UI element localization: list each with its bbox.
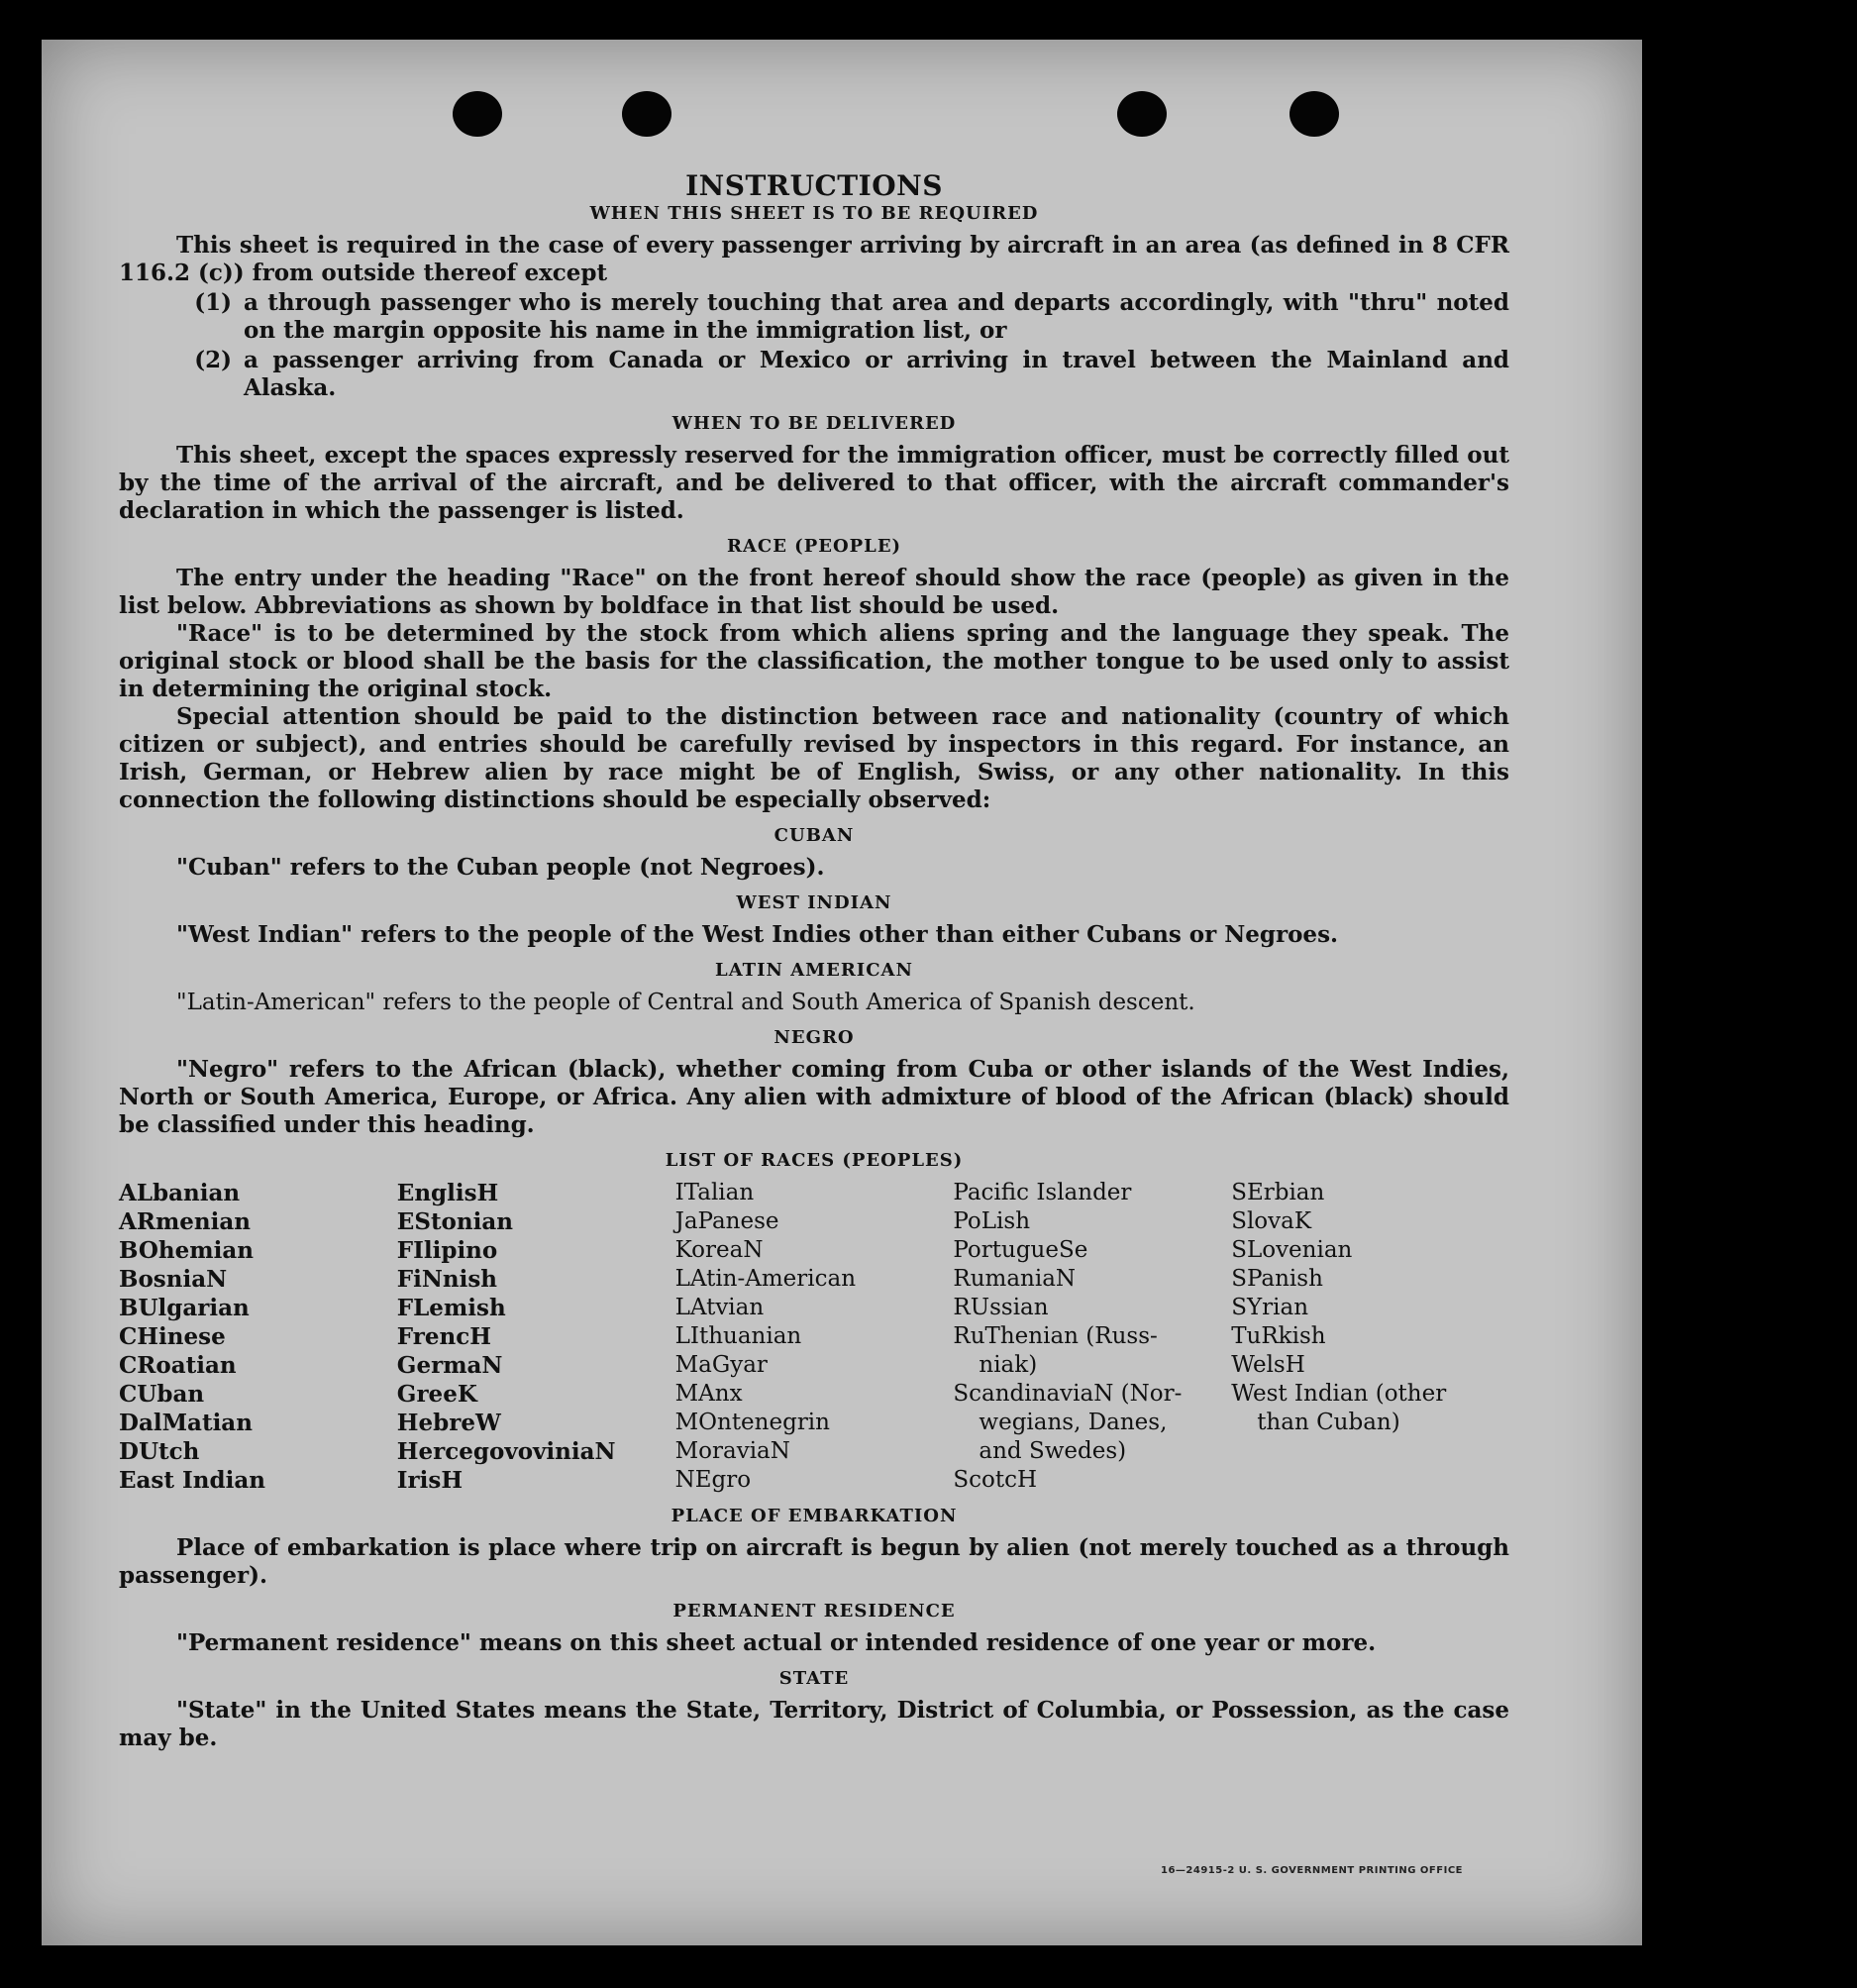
- race-entry: than Cuban): [1257, 1410, 1400, 1435]
- list-item: [119, 347, 1509, 402]
- race-entry: ALbanian: [119, 1180, 241, 1206]
- race-entry: Pacific Islander: [953, 1180, 1132, 1205]
- race-entry: FiNnish: [396, 1266, 498, 1293]
- instructions-body: [119, 168, 1509, 1752]
- races-column: [397, 1179, 675, 1495]
- punch-hole: [1117, 91, 1167, 137]
- race-entry: GermaN: [396, 1352, 503, 1379]
- race-entry: MoraviaN: [674, 1438, 790, 1464]
- race-entry: ScandinaviaN (Nor-: [953, 1381, 1183, 1407]
- item-number: (2): [194, 347, 232, 373]
- race-entry: MAnx: [674, 1381, 743, 1407]
- race-entry: CRoatian: [119, 1352, 237, 1379]
- section-paragraph: "Cuban" refers to the Cuban people (not Negroes).: [176, 854, 825, 881]
- races-list-heading: LIST OF RACES (PEOPLES): [665, 1150, 964, 1171]
- punch-hole: [453, 91, 502, 137]
- race-entry: BUlgarian: [119, 1295, 250, 1321]
- race-entry: ScotcH: [953, 1467, 1038, 1493]
- races-column: [1231, 1179, 1509, 1495]
- race-entry: CUban: [119, 1381, 205, 1408]
- section-paragraph: "Permanent residence" means on this sheet actual or intended residence of one year or more.: [176, 1629, 1377, 1656]
- race-entry: WelsH: [1231, 1352, 1305, 1378]
- race-entry: IrisH: [396, 1467, 464, 1494]
- race-entry: East Indian: [119, 1467, 265, 1494]
- punch-hole: [622, 91, 671, 137]
- race-entry: ITalian: [674, 1180, 755, 1205]
- race-entry: RUssian: [953, 1295, 1049, 1320]
- race-entry: NEgro: [674, 1467, 752, 1493]
- race-entry: SErbian: [1231, 1180, 1325, 1205]
- race-entry: FIlipino: [396, 1237, 498, 1264]
- races-list: [119, 1179, 1509, 1495]
- section-paragraph: "Race" is to be determined by the stock from which aliens spring and the language they speak. The original stock or blood shall be the basis for the classification, the mother tongue to be used only to assist in determining the original stock.: [119, 620, 1509, 702]
- race-entry: SYrian: [1231, 1295, 1309, 1320]
- race-entry: MaGyar: [674, 1352, 768, 1378]
- section-paragraph: This sheet, except the spaces expressly reserved for the immigration officer, must be correctly filled out by the time of the arrival of the aircraft, and be delivered to that officer, with the aircraft commander's declaration in which the passenger is listed.: [119, 442, 1509, 524]
- race-entry: EStonian: [396, 1208, 513, 1235]
- section-heading: PLACE OF EMBARKATION: [671, 1506, 958, 1526]
- race-entry: HercegovoviniaN: [396, 1438, 616, 1465]
- section-paragraph: Place of embarkation is place where trip on aircraft is begun by alien (not merely touched as a through passenger).: [119, 1534, 1509, 1589]
- section-heading: LATIN AMERICAN: [715, 960, 913, 981]
- race-entry: TuRkish: [1231, 1323, 1326, 1349]
- races-column: [675, 1179, 954, 1495]
- race-entry: RuThenian (Russ-: [953, 1323, 1158, 1349]
- race-entry: JaPanese: [674, 1208, 779, 1234]
- race-entry: LIthuanian: [674, 1323, 802, 1349]
- race-entry: wegians, Danes,: [979, 1410, 1168, 1435]
- section-heading: WEST INDIAN: [736, 892, 892, 913]
- race-entry: KoreaN: [674, 1237, 764, 1263]
- race-entry: and Swedes): [979, 1438, 1127, 1464]
- race-entry: West Indian (other: [1231, 1381, 1447, 1407]
- race-entry: BOhemian: [119, 1237, 254, 1264]
- section-heading: WHEN TO BE DELIVERED: [671, 413, 957, 434]
- race-entry: FLemish: [396, 1295, 506, 1321]
- race-entry: ARmenian: [119, 1208, 252, 1235]
- section-heading: CUBAN: [774, 825, 855, 846]
- race-entry: CHinese: [119, 1323, 226, 1350]
- page-title: INSTRUCTIONS: [685, 169, 943, 202]
- race-entry: DalMatian: [119, 1410, 253, 1436]
- section-heading: WHEN THIS SHEET IS TO BE REQUIRED: [589, 203, 1039, 224]
- section-paragraph: Special attention should be paid to the distinction between race and nationality (country of which citizen or subject), and entries should be carefully revised by inspectors in this regard. For instance, an Irish, German, or Hebrew alien by race might be of English, Swiss, or any other nationality. In this connection the following distinctions should be especially observed:: [119, 703, 1509, 813]
- section-paragraph: "State" in the United States means the State, Territory, District of Columbia, or Possession, as the case may be.: [119, 1697, 1509, 1751]
- race-entry: PortugueSe: [953, 1237, 1088, 1263]
- races-column: [953, 1179, 1231, 1495]
- section-paragraph: The entry under the heading "Race" on the front hereof should show the race (people) as given in the list below. Abbreviations as shown by boldface in that list should be used.: [119, 565, 1509, 619]
- section-paragraph: "Negro" refers to the African (black), whether coming from Cuba or other islands of the West Indies, North or South America, Europe, or Africa. Any alien with admixture of blood of the African (black) should be classified under this heading.: [119, 1056, 1509, 1138]
- punch-hole: [1290, 91, 1339, 137]
- section-heading: STATE: [778, 1668, 850, 1689]
- race-entry: PoLish: [953, 1208, 1031, 1234]
- printing-office-imprint: 16—24915-2 U. S. GOVERNMENT PRINTING OFFICE: [1161, 1865, 1463, 1876]
- race-entry: DUtch: [119, 1438, 200, 1465]
- race-entry: niak): [979, 1352, 1038, 1378]
- race-entry: SLovenian: [1231, 1237, 1353, 1263]
- section-heading: RACE (PEOPLE): [726, 536, 902, 557]
- item-number: (1): [194, 289, 232, 316]
- list-item: [119, 289, 1509, 345]
- item-text: a passenger arriving from Canada or Mexico or arriving in travel between the Mainland and Alaska.: [244, 347, 1509, 401]
- race-entry: LAtin-American: [674, 1266, 857, 1292]
- race-entry: SlovaK: [1231, 1208, 1312, 1234]
- races-column: [119, 1179, 397, 1495]
- section-heading: NEGRO: [774, 1027, 855, 1048]
- race-entry: RumaniaN: [953, 1266, 1077, 1292]
- document-page: [42, 40, 1642, 1945]
- section-paragraph: "West Indian" refers to the people of the West Indies other than either Cubans or Negroes.: [176, 921, 1339, 948]
- race-entry: GreeK: [396, 1381, 477, 1408]
- section-paragraph: "Latin-American" refers to the people of Central and South America of Spanish descent.: [176, 990, 1195, 1015]
- race-entry: EnglisH: [396, 1180, 499, 1206]
- section-paragraph: This sheet is required in the case of every passenger arriving by aircraft in an area (as defined in 8 CFR 116.2 (c)) from outside thereof except: [119, 232, 1509, 286]
- section-heading: PERMANENT RESIDENCE: [672, 1601, 956, 1622]
- race-entry: HebreW: [396, 1410, 501, 1436]
- race-entry: BosniaN: [119, 1266, 228, 1293]
- race-entry: LAtvian: [674, 1295, 765, 1320]
- race-entry: SPanish: [1231, 1266, 1323, 1292]
- item-text: a through passenger who is merely touching that area and departs accordingly, with "thru" noted on the margin opposite his name in the immigration list, or: [244, 289, 1509, 344]
- race-entry: FrencH: [396, 1323, 491, 1350]
- race-entry: MOntenegrin: [674, 1410, 830, 1435]
